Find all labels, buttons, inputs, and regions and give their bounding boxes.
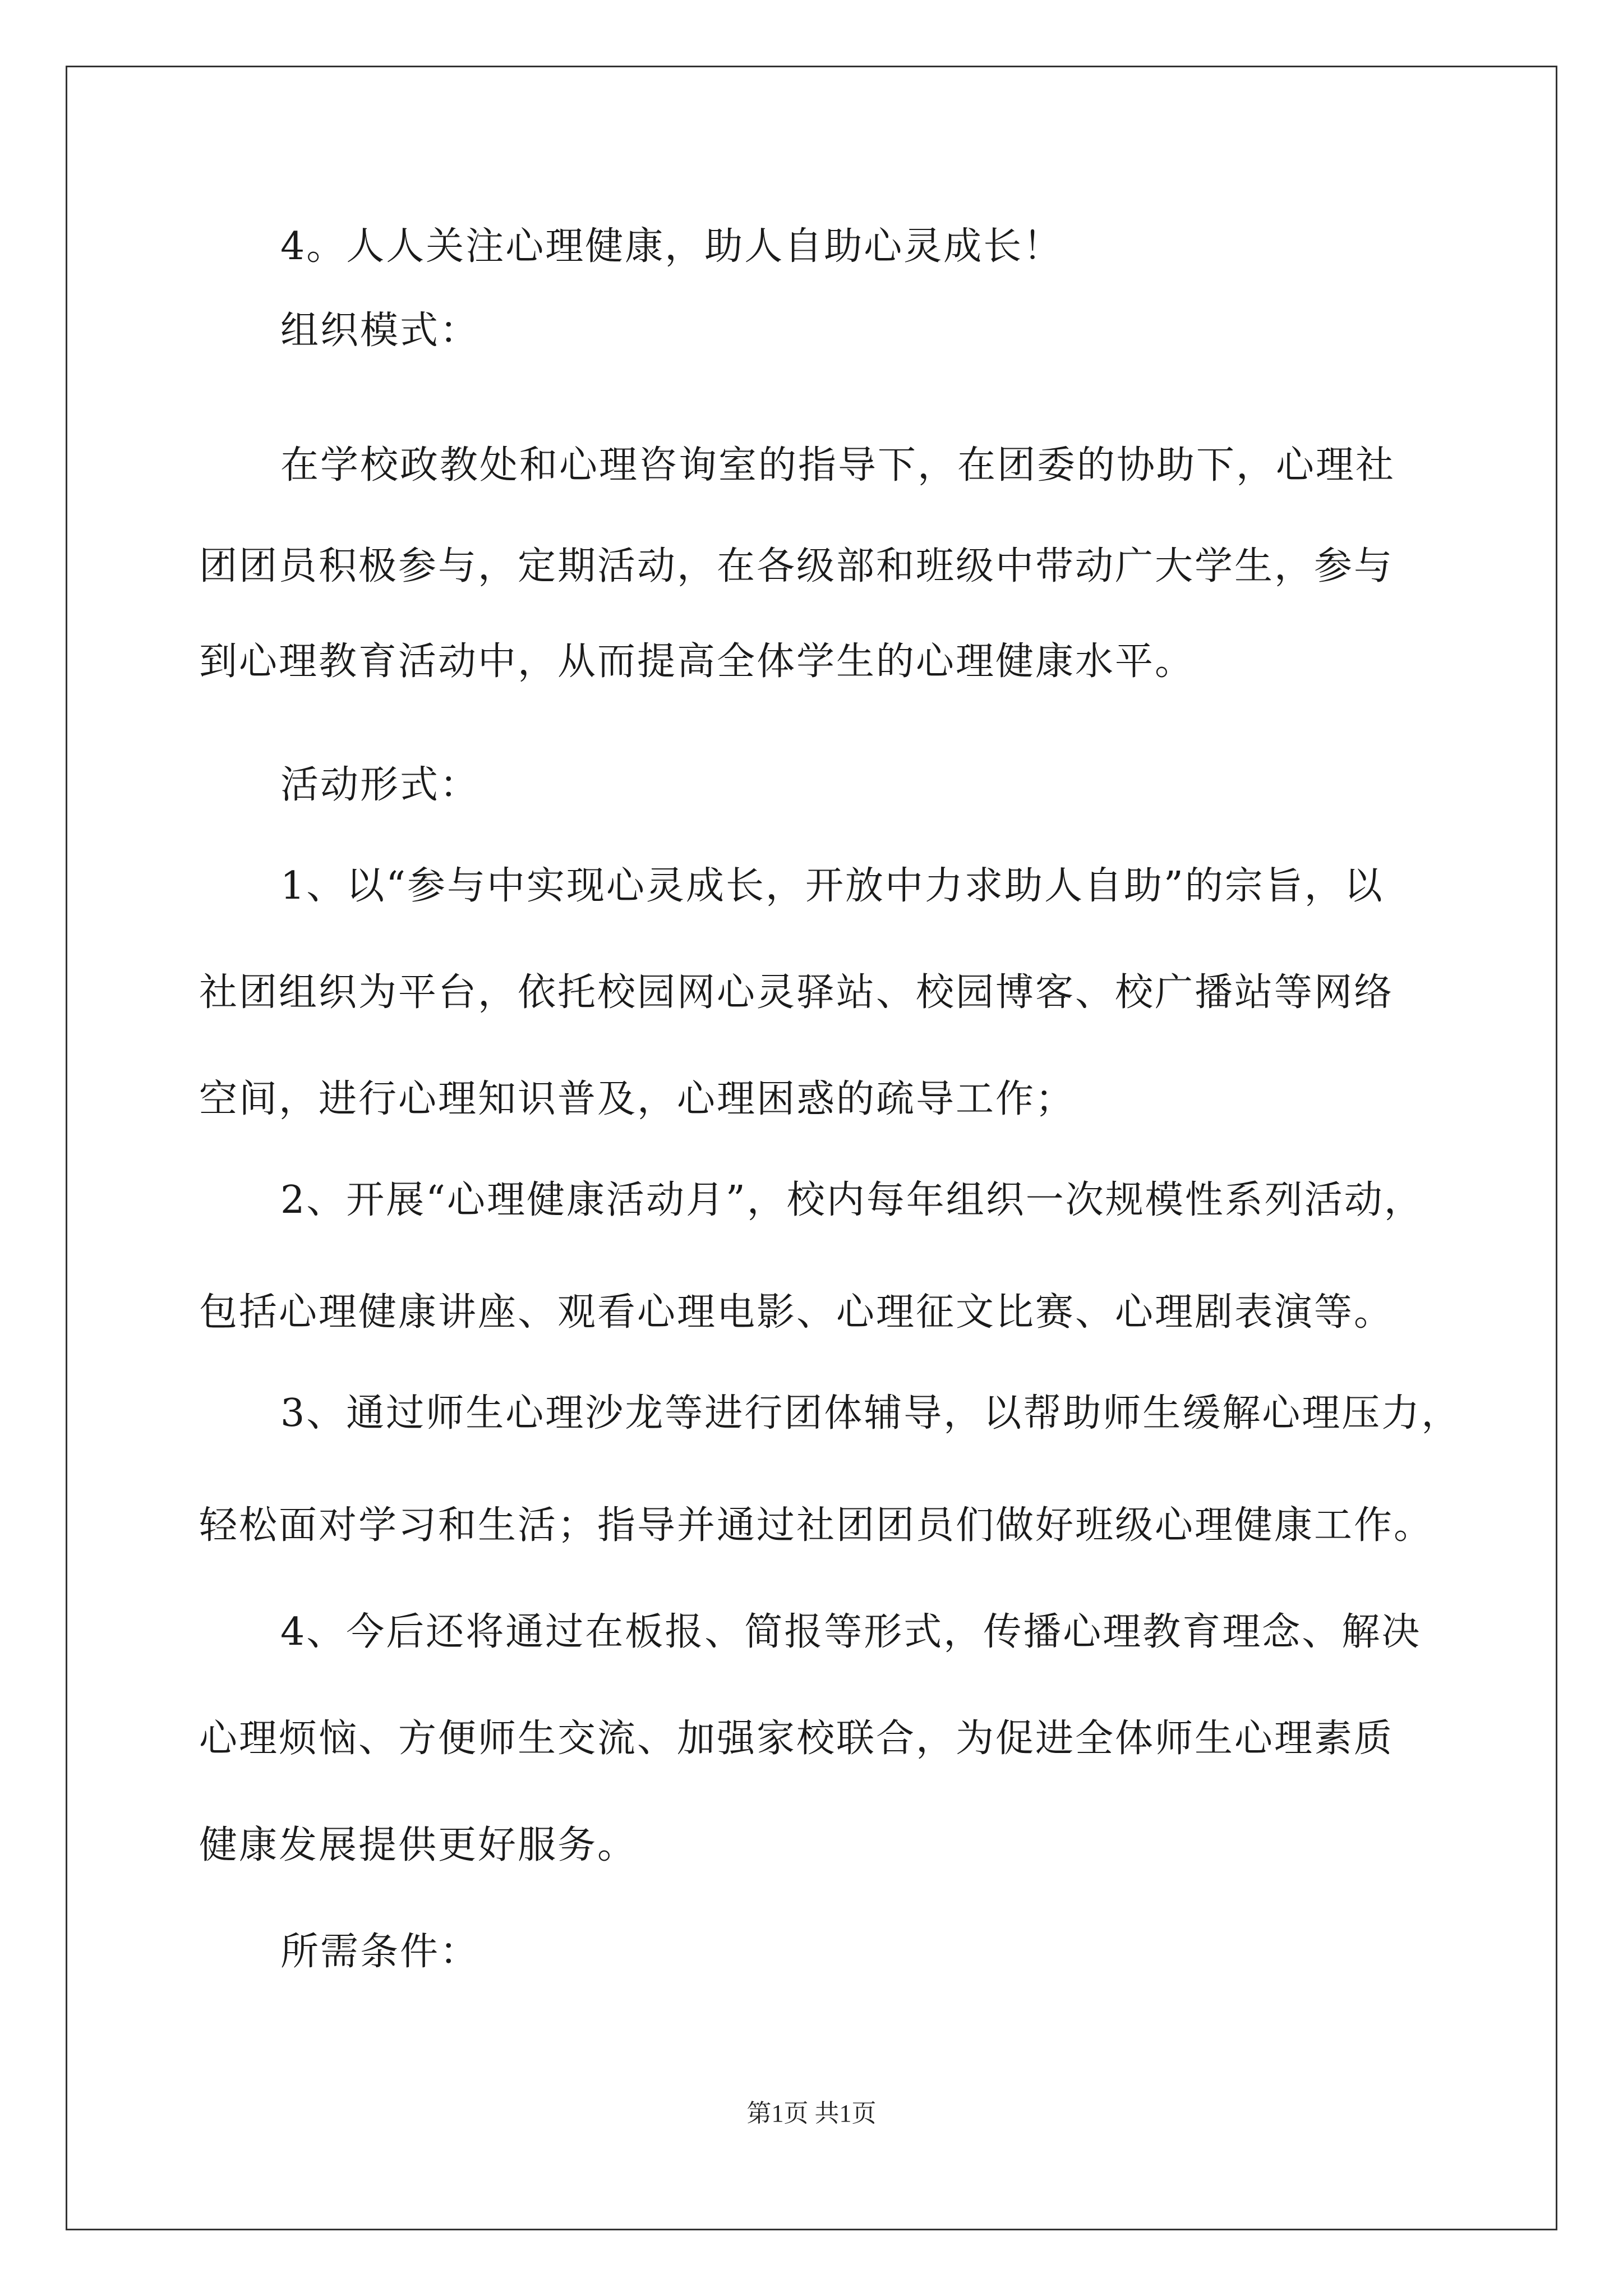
section-heading: 组织模式： — [280, 309, 480, 353]
paragraph-line: 心理烦恼、方便师生交流、加强家校联合，为促进全体师生心理素质 — [199, 1717, 1394, 1761]
paragraph-line: 3、通过师生心理沙龙等进行团体辅导，以帮助师生缓解心理压力， — [280, 1391, 1461, 1435]
section-heading: 活动形式： — [280, 763, 480, 807]
paragraph-line: 健康发展提供更好服务。 — [199, 1823, 638, 1867]
paragraph-line: 2、开展“心理健康活动月”，校内每年组织一次规模性系列活动， — [280, 1178, 1424, 1222]
page-border — [66, 66, 1557, 2230]
paragraph-line: 4。人人关注心理健康，助人自助心灵成长！ — [280, 224, 1063, 269]
paragraph-line: 轻松面对学习和生活；指导并通过社团团员们做好班级心理健康工作。 — [199, 1503, 1434, 1548]
paragraph-line: 4、今后还将通过在板报、简报等形式，传播心理教育理念、解决 — [280, 1610, 1422, 1654]
paragraph-line: 社团组织为平台，依托校园网心灵驿站、校园博客、校广播站等网络 — [199, 970, 1394, 1015]
paragraph-line: 到心理教育活动中，从而提高全体学生的心理健康水平。 — [199, 639, 1195, 684]
paragraph-line: 包括心理健康讲座、观看心理电影、心理征文比赛、心理剧表演等。 — [199, 1290, 1394, 1335]
paragraph-line: 空间，进行心理知识普及，心理困惑的疏导工作； — [199, 1077, 1076, 1121]
paragraph-line: 团团员积极参与，定期活动，在各级部和班级中带动广大学生，参与 — [199, 544, 1394, 588]
paragraph-line: 1、以“参与中实现心灵成长，开放中力求助人自助”的宗旨，以 — [280, 864, 1384, 908]
paragraph-line: 在学校政教处和心理咨询室的指导下，在团委的协助下，心理社 — [280, 443, 1396, 487]
section-heading: 所需条件： — [280, 1930, 480, 1974]
page-number-footer: 第1页 共1页 — [746, 2100, 877, 2127]
